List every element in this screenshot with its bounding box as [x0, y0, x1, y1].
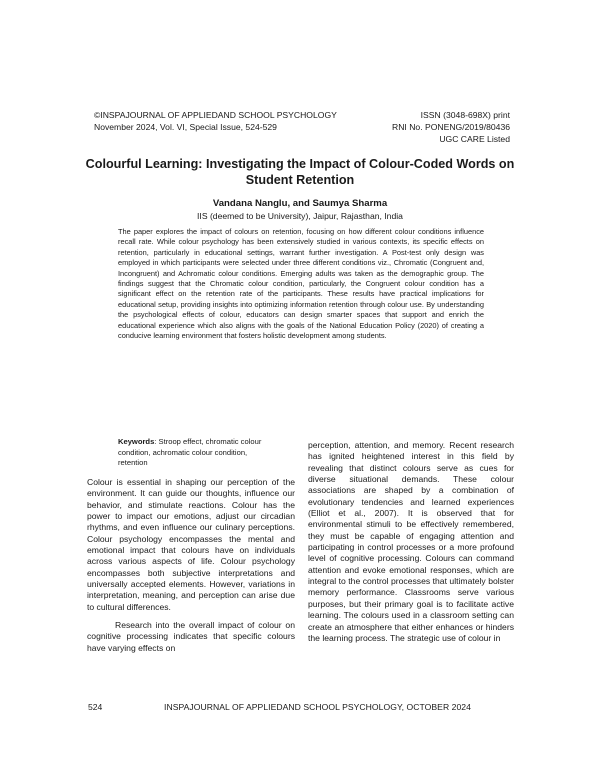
body-paragraph: perception, attention, and memory. Recent research has ignited heightened interest in this field by revealing that distinct colours serve as cues for diverse situational demands. These colour associations are shaped by a combination of evolutionary tendencies and learned experiences (Elliot et al., 2007). It is observed that for environmental stimuli to be effectively remembered, they must be capable of engaging attention and participating in control processes or a more profound level of cognitive processing. Colours can command attention and evoke emotional responses, which are integral to the control processes that ultimately bolster memory performance. Classrooms serve various purposes, but their primary goal is to facilitate active learning. The colours used in a classroom setting can create an atmosphere that either enhances or hinders the learning process. The strategic use of colour in — [308, 440, 514, 643]
page-number: 524 — [88, 702, 103, 712]
issn-line: ISSN (3048-698X) print — [420, 110, 510, 120]
header-left — [94, 109, 337, 133]
journal-footer: INSPAJOURNAL OF APPLIEDAND SCHOOL PSYCHOLOGY, OCTOBER 2024 — [164, 702, 471, 712]
keywords — [118, 437, 270, 469]
keywords-text: : Stroop effect, chromatic colour condition, achromatic colour condition, retention — [118, 437, 262, 468]
body-paragraph: Research into the overall impact of colour on cognitive processing indicates that specific colours have varying effects on — [87, 620, 295, 653]
header-right — [392, 109, 510, 145]
journal-line: ©INSPAJOURNAL OF APPLIEDAND SCHOOL PSYCHOLOGY — [94, 110, 337, 120]
body-right-column — [308, 440, 514, 644]
keywords-label: Keywords — [118, 437, 155, 446]
ugc-line: UGC CARE Listed — [439, 134, 510, 144]
article-affiliation: IIS (deemed to be University), Jaipur, Rajasthan, India — [197, 211, 403, 221]
article-title: Colourful Learning: Investigating the Impact of Colour-Coded Words on Student Retention — [85, 157, 515, 187]
body-left-column — [87, 477, 295, 654]
abstract: The paper explores the impact of colours on retention, focusing on how different colour conditions influence recall rate. While colour psychology has been extensively studied in various contexts, its specific effects on retention, particularly in educational settings, warrant further investigation. A Post-test only design was employed in which participants were selected under three different conditions viz., Chromatic (Congruent and, Incongruent) and Achromatic colour conditions. Emerging adults was taken as the demographic group. The findings suggest that the Chromatic colour condition, particularly, the Congruent colour condition has a significant effect on the retention rate of the participants. These results have practical implications for educational setup, providing insights into optimizing information retention through colour use. By understanding the psychological effects of colour, educators can design smarter spaces that support and enrich the educational experience which also aligns with the goals of the National Education Policy (2020) of creating a conducive learning environment that fosters holistic development among students. — [118, 227, 484, 341]
body-paragraph: Colour is essential in shaping our perception of the environment. It can guide our thoughts, influence our behavior, and stimulate reactions. Colour has the power to impact our emotions, adjust our circadian rhythms, and even influence our culinary perceptions. Colour psychology encompasses the mental and emotional impact that colours have on individuals across various aspects of life. Colour psychology encompasses both subjective interpretations and universally accepted elements. However, variations in interpretation, meaning, and perception can arise due to cultural differences. — [87, 477, 295, 612]
rni-line: RNI No. PONENG/2019/80436 — [392, 122, 510, 132]
issue-line: November 2024, Vol. VI, Special Issue, 524-529 — [94, 122, 277, 132]
article-authors: Vandana Nanglu, and Saumya Sharma — [212, 198, 388, 209]
